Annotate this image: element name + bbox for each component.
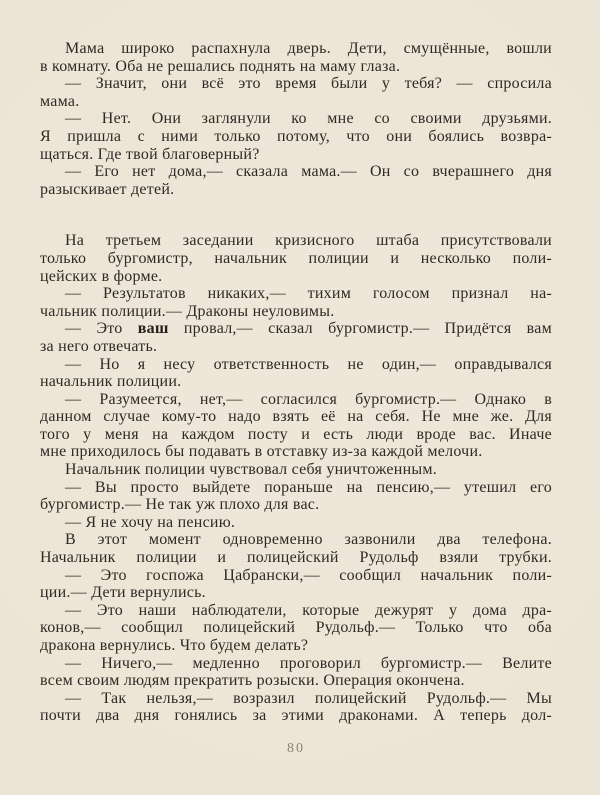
paragraph [40,285,552,320]
text-line: щаться. Где твой благоверный? [40,145,260,163]
paragraph [40,40,552,75]
text-line: На третьем заседании кризисного штаба присутствовали [65,232,552,250]
paragraph [40,567,552,602]
text-line: данном случае кому-то надо взять её на себя. Не мне же. Для [40,408,552,426]
text-line: — Я не хочу на пенсию. [65,513,236,531]
text-line: почти два дня гонялись за этими драконами. А теперь дол- [40,707,552,725]
text-segment: провал,— сказал бургомистр.— Придётся вам [168,320,552,338]
paragraph [40,461,552,479]
text-line: конов,— сообщил полицейский Рудольф.— Только что оба [40,619,552,637]
text-line: дракона вернулись. Что будем делать? [40,637,309,654]
text-line: бургомистр.— Не так уж плохо для вас. [40,496,320,514]
text-line: ции.— Дети вернулись. [40,584,206,602]
paragraph [40,602,552,655]
paragraph [40,320,552,355]
text-line: Мама широко распахнула дверь. Дети, смущённые, вошли [65,40,552,57]
text-section-1 [40,40,552,198]
paragraph [40,232,552,285]
text-segment: — Это [65,320,138,338]
text-section-2 [40,232,552,725]
paragraph [40,110,552,163]
text-line: в комнату. Оба не решались поднять на маму глаза. [40,57,401,75]
text-line: — Так нельзя,— возразил полицейский Рудольф.— Мы [65,689,552,707]
text-line: мне приходилось бы подавать в отставку из-за каждой мелочи. [40,443,483,461]
text-line [40,320,552,338]
text-line: чальник полиции.— Драконы неуловимы. [40,302,335,320]
page-number: 80 [287,740,305,756]
text-line: Я пришла с ними только потому, что они боялись возвра- [40,127,552,145]
text-line: всем своим людям прекратить розыски. Операция окончена. [40,672,465,690]
bold-emphasis: ваш [137,320,169,338]
text-line: цейских в форме. [40,267,163,285]
text-line: — Разумеется, нет,— согласился бургомистр.— Однако в [65,390,552,408]
text-line: — Но я несу ответственность не один,— оправдывался [65,355,552,373]
text-line: начальник полиции. [40,373,182,391]
paragraph [40,391,552,461]
text-line: — Ничего,— медленно проговорил бургомистр.— Велите [65,654,552,672]
text-line: — Вы просто выйдете пораньше на пенсию,— утешил его [65,478,552,496]
text-line: — Нет. Они заглянули ко мне со своими друзьями. [65,110,552,128]
text-line: — Это госпожа Цабрански,— сообщил начальник поли- [65,566,552,584]
text-line: только бургомистр, начальник полиции и несколько поли- [40,249,552,267]
text-line: — Значит, они всё это время были у тебя? — спросила [65,75,552,93]
text-line: — Результатов никаких,— тихим голосом признал на- [65,285,552,303]
text-line: того у меня на каждом посту и есть люди вроде вас. Иначе [40,425,552,443]
text-line: В этот момент одновременно зазвонили два телефона. [65,531,552,549]
text-line: за него отвечать. [40,337,158,355]
paragraph [40,75,552,110]
text-line: — Его нет дома,— сказала мама.— Он со вчерашнего дня [65,163,552,181]
paragraph [40,163,552,198]
text-line: мама. [40,92,80,110]
paragraph [40,514,552,532]
text-line: Начальник полиции и полицейский Рудольф взяли трубки. [40,549,552,567]
text-line: — Это наши наблюдатели, которые дежурят у дома дра- [65,601,552,619]
paragraph [40,531,552,566]
paragraph [40,690,552,725]
paragraph [40,356,552,391]
paragraph [40,655,552,690]
paragraph [40,479,552,514]
text-line: разыскивает детей. [40,180,175,198]
text-line: Начальник полиции чувствовал себя уничтоженным. [65,461,437,479]
